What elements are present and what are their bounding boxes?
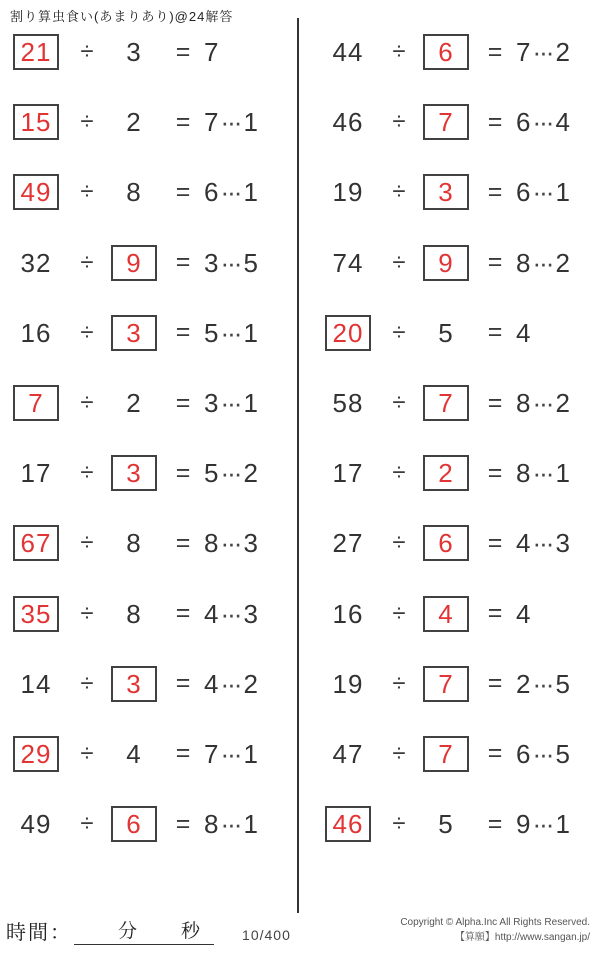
- dividend-value: 16: [20, 317, 52, 348]
- divide-sign: ÷: [80, 38, 94, 66]
- remainder-value: 1: [243, 107, 259, 138]
- remainder-value: 3: [243, 528, 259, 559]
- equals-sign: =: [487, 107, 503, 136]
- time-label: 時間：: [6, 922, 72, 944]
- result: [516, 809, 571, 840]
- problems-column-right: [298, 17, 600, 860]
- divisor-slot: [418, 596, 474, 632]
- problem-row: [316, 579, 600, 649]
- remainder-value: 3: [555, 528, 571, 559]
- result: [516, 598, 532, 629]
- divide-sign: ÷: [392, 810, 406, 838]
- divide-sign: ÷: [392, 178, 406, 206]
- divisor-slot: [418, 385, 474, 421]
- quotient-value: 8: [204, 809, 220, 840]
- dividend-answer-box: 49: [13, 174, 59, 210]
- result: [204, 598, 259, 629]
- remainder-value: 5: [555, 738, 571, 769]
- quotient-value: 3: [204, 388, 220, 419]
- equals-sign: =: [487, 599, 503, 628]
- remainder-value: 2: [555, 388, 571, 419]
- remainder-value: 1: [243, 809, 259, 840]
- remainder-value: 1: [555, 458, 571, 489]
- quotient-value: 8: [516, 458, 532, 489]
- equals-sign: =: [175, 739, 191, 768]
- dividend-slot: [4, 596, 68, 632]
- dividend-slot: [4, 174, 68, 210]
- divide-sign: ÷: [392, 248, 406, 276]
- time-fill-in-line: [74, 916, 214, 945]
- quotient-value: 8: [516, 247, 532, 278]
- equals-sign: =: [487, 739, 503, 768]
- dividend-answer-box: 67: [13, 525, 59, 561]
- problem-row: [316, 17, 600, 87]
- dividend-slot: [316, 315, 380, 351]
- divide-sign: ÷: [80, 318, 94, 346]
- dividend-answer-box: 7: [13, 385, 59, 421]
- divisor-slot: [106, 806, 162, 842]
- quotient-value: 4: [516, 317, 532, 348]
- dividend-slot: [316, 388, 380, 419]
- divisor-value: 5: [438, 809, 454, 840]
- result: [204, 247, 259, 278]
- remainder-dots: ···: [532, 528, 553, 559]
- equals-sign: =: [487, 248, 503, 277]
- remainder-dots: ···: [220, 177, 241, 208]
- divisor-slot: [418, 317, 474, 348]
- result: [204, 528, 259, 559]
- dividend-slot: [4, 385, 68, 421]
- remainder-dots: ···: [532, 388, 553, 419]
- equals-sign: =: [487, 318, 503, 347]
- remainder-value: 1: [243, 738, 259, 769]
- equals-sign: =: [175, 318, 191, 347]
- dividend-value: 32: [20, 247, 52, 278]
- divisor-value: 2: [126, 107, 142, 138]
- problems-area: [0, 17, 600, 860]
- equals-sign: =: [175, 388, 191, 417]
- remainder-dots: ···: [220, 388, 241, 419]
- remainder-dots: ···: [220, 598, 241, 629]
- divide-sign: ÷: [392, 389, 406, 417]
- quotient-value: 8: [516, 388, 532, 419]
- dividend-value: 17: [332, 458, 364, 489]
- divisor-value: 8: [126, 177, 142, 208]
- divisor-slot: [418, 455, 474, 491]
- problem-row: [4, 579, 298, 649]
- copyright: [400, 916, 590, 945]
- divisor-value: 8: [126, 528, 142, 559]
- divide-sign: ÷: [392, 108, 406, 136]
- divisor-slot: [418, 245, 474, 281]
- problem-row: [316, 719, 600, 789]
- remainder-dots: ···: [532, 738, 553, 769]
- remainder-dots: ···: [532, 107, 553, 138]
- divisor-value: 2: [126, 388, 142, 419]
- dividend-value: 74: [332, 247, 364, 278]
- remainder-value: 1: [555, 809, 571, 840]
- dividend-slot: [316, 247, 380, 278]
- equals-sign: =: [175, 809, 191, 838]
- problem-row: [4, 87, 298, 157]
- problem-row: [316, 298, 600, 368]
- problem-row: [316, 157, 600, 227]
- result: [204, 37, 220, 68]
- divide-sign: ÷: [392, 459, 406, 487]
- quotient-value: 7: [204, 37, 220, 68]
- page-title: 割り算虫食い(あまりあり)@24解答: [10, 9, 234, 24]
- divisor-value: 5: [438, 317, 454, 348]
- divide-sign: ÷: [80, 108, 94, 136]
- result: [516, 458, 571, 489]
- divisor-answer-box: 9: [423, 245, 469, 281]
- result: [516, 388, 571, 419]
- minutes-label: 分: [118, 921, 138, 942]
- divide-sign: ÷: [392, 529, 406, 557]
- remainder-dots: ···: [220, 528, 241, 559]
- divisor-answer-box: 6: [423, 34, 469, 70]
- divisor-slot: [106, 598, 162, 629]
- dividend-value: 19: [332, 668, 364, 699]
- remainder-value: 1: [243, 388, 259, 419]
- remainder-value: 2: [243, 668, 259, 699]
- divisor-slot: [106, 315, 162, 351]
- remainder-dots: ···: [532, 177, 553, 208]
- divisor-slot: [106, 388, 162, 419]
- equals-sign: =: [487, 388, 503, 417]
- dividend-slot: [316, 37, 380, 68]
- divisor-slot: [106, 177, 162, 208]
- divisor-slot: [418, 666, 474, 702]
- problem-row: [4, 438, 298, 508]
- result: [516, 317, 532, 348]
- dividend-slot: [316, 528, 380, 559]
- quotient-value: 6: [204, 177, 220, 208]
- quotient-value: 4: [204, 668, 220, 699]
- equals-sign: =: [487, 809, 503, 838]
- remainder-dots: ···: [220, 247, 241, 278]
- dividend-value: 47: [332, 738, 364, 769]
- remainder-dots: ···: [220, 317, 241, 348]
- dividend-value: 58: [332, 388, 364, 419]
- equals-sign: =: [487, 458, 503, 487]
- copyright-line1: Copyright © Alpha.Inc All Rights Reserved.: [400, 917, 590, 928]
- dividend-slot: [316, 598, 380, 629]
- dividend-value: 44: [332, 37, 364, 68]
- result: [204, 809, 259, 840]
- divide-sign: ÷: [392, 599, 406, 627]
- quotient-value: 4: [516, 598, 532, 629]
- problem-row: [4, 368, 298, 438]
- divide-sign: ÷: [392, 318, 406, 346]
- remainder-value: 5: [243, 247, 259, 278]
- footer: [0, 916, 600, 947]
- remainder-value: 2: [555, 247, 571, 278]
- divisor-answer-box: 7: [423, 666, 469, 702]
- problem-row: [316, 438, 600, 508]
- dividend-value: 19: [332, 177, 364, 208]
- divisor-value: 3: [126, 37, 142, 68]
- remainder-value: 5: [555, 668, 571, 699]
- problem-row: [316, 228, 600, 298]
- dividend-value: 46: [332, 107, 364, 138]
- dividend-slot: [4, 458, 68, 489]
- problem-row: [4, 719, 298, 789]
- equals-sign: =: [487, 669, 503, 698]
- divisor-answer-box: 3: [111, 315, 157, 351]
- remainder-value: 4: [555, 107, 571, 138]
- divisor-slot: [106, 245, 162, 281]
- remainder-dots: ···: [220, 668, 241, 699]
- result: [516, 738, 571, 769]
- result: [204, 458, 259, 489]
- problem-row: [316, 789, 600, 859]
- divisor-slot: [106, 666, 162, 702]
- dividend-answer-box: 35: [13, 596, 59, 632]
- divisor-answer-box: 3: [111, 666, 157, 702]
- problem-row: [316, 649, 600, 719]
- equals-sign: =: [487, 37, 503, 66]
- dividend-answer-box: 46: [325, 806, 371, 842]
- result: [516, 177, 571, 208]
- quotient-value: 2: [516, 668, 532, 699]
- remainder-dots: ···: [220, 458, 241, 489]
- problem-row: [4, 228, 298, 298]
- remainder-dots: ···: [532, 809, 553, 840]
- divide-sign: ÷: [392, 739, 406, 767]
- equals-sign: =: [175, 37, 191, 66]
- quotient-value: 7: [516, 37, 532, 68]
- remainder-dots: ···: [532, 668, 553, 699]
- result: [516, 37, 571, 68]
- dividend-value: 14: [20, 668, 52, 699]
- divisor-slot: [418, 809, 474, 840]
- equals-sign: =: [487, 177, 503, 206]
- problem-row: [4, 789, 298, 859]
- divisor-slot: [106, 528, 162, 559]
- time-section: [6, 916, 291, 945]
- quotient-value: 6: [516, 177, 532, 208]
- divisor-answer-box: 9: [111, 245, 157, 281]
- result: [516, 107, 571, 138]
- dividend-slot: [4, 247, 68, 278]
- divide-sign: ÷: [80, 459, 94, 487]
- divisor-answer-box: 3: [111, 455, 157, 491]
- divisor-answer-box: 2: [423, 455, 469, 491]
- divisor-slot: [418, 174, 474, 210]
- dividend-answer-box: 15: [13, 104, 59, 140]
- remainder-dots: ···: [220, 809, 241, 840]
- divide-sign: ÷: [80, 529, 94, 557]
- result: [204, 107, 259, 138]
- dividend-slot: [316, 806, 380, 842]
- dividend-slot: [316, 177, 380, 208]
- dividend-answer-box: 21: [13, 34, 59, 70]
- dividend-slot: [4, 525, 68, 561]
- remainder-value: 1: [243, 177, 259, 208]
- divisor-slot: [106, 455, 162, 491]
- divide-sign: ÷: [80, 669, 94, 697]
- remainder-value: 2: [555, 37, 571, 68]
- divide-sign: ÷: [392, 669, 406, 697]
- result: [204, 668, 259, 699]
- divisor-value: 8: [126, 598, 142, 629]
- dividend-slot: [4, 809, 68, 840]
- remainder-value: 1: [243, 317, 259, 348]
- divide-sign: ÷: [392, 38, 406, 66]
- divisor-slot: [418, 525, 474, 561]
- remainder-dots: ···: [532, 247, 553, 278]
- remainder-value: 3: [243, 598, 259, 629]
- dividend-slot: [4, 34, 68, 70]
- remainder-dots: ···: [532, 37, 553, 68]
- problem-row: [4, 157, 298, 227]
- divisor-slot: [418, 736, 474, 772]
- dividend-value: 16: [332, 598, 364, 629]
- equals-sign: =: [175, 458, 191, 487]
- page-indicator: 10/400: [242, 927, 291, 943]
- dividend-value: 17: [20, 458, 52, 489]
- dividend-value: 27: [332, 528, 364, 559]
- result: [516, 668, 571, 699]
- problem-row: [316, 368, 600, 438]
- divide-sign: ÷: [80, 178, 94, 206]
- quotient-value: 4: [516, 528, 532, 559]
- quotient-value: 5: [204, 458, 220, 489]
- divisor-slot: [106, 37, 162, 68]
- result: [516, 247, 571, 278]
- seconds-label: 秒: [181, 921, 201, 942]
- dividend-slot: [316, 668, 380, 699]
- remainder-value: 2: [243, 458, 259, 489]
- quotient-value: 6: [516, 107, 532, 138]
- divide-sign: ÷: [80, 248, 94, 276]
- divisor-answer-box: 3: [423, 174, 469, 210]
- divisor-slot: [106, 738, 162, 769]
- dividend-slot: [4, 104, 68, 140]
- divisor-slot: [418, 104, 474, 140]
- divisor-answer-box: 4: [423, 596, 469, 632]
- problem-row: [316, 87, 600, 157]
- dividend-slot: [4, 668, 68, 699]
- divide-sign: ÷: [80, 599, 94, 627]
- divisor-slot: [418, 34, 474, 70]
- quotient-value: 6: [516, 738, 532, 769]
- equals-sign: =: [175, 177, 191, 206]
- equals-sign: =: [175, 669, 191, 698]
- result: [516, 528, 571, 559]
- dividend-slot: [316, 107, 380, 138]
- result: [204, 738, 259, 769]
- divisor-answer-box: 6: [423, 525, 469, 561]
- dividend-slot: [4, 736, 68, 772]
- equals-sign: =: [487, 528, 503, 557]
- equals-sign: =: [175, 107, 191, 136]
- remainder-dots: ···: [220, 738, 241, 769]
- divisor-answer-box: 7: [423, 104, 469, 140]
- divisor-answer-box: 7: [423, 736, 469, 772]
- divide-sign: ÷: [80, 810, 94, 838]
- problem-row: [4, 17, 298, 87]
- divisor-slot: [106, 107, 162, 138]
- copyright-line2: 【算願】http://www.sangan.jp/: [454, 931, 590, 943]
- dividend-answer-box: 20: [325, 315, 371, 351]
- dividend-slot: [316, 738, 380, 769]
- divisor-answer-box: 6: [111, 806, 157, 842]
- quotient-value: 9: [516, 809, 532, 840]
- remainder-dots: ···: [220, 107, 241, 138]
- remainder-value: 1: [555, 177, 571, 208]
- equals-sign: =: [175, 248, 191, 277]
- remainder-dots: ···: [532, 458, 553, 489]
- column-divider-line: [297, 18, 299, 913]
- quotient-value: 7: [204, 107, 220, 138]
- problem-row: [4, 298, 298, 368]
- equals-sign: =: [175, 528, 191, 557]
- result: [204, 317, 259, 348]
- dividend-slot: [316, 458, 380, 489]
- quotient-value: 3: [204, 247, 220, 278]
- problem-row: [316, 508, 600, 578]
- problems-column-left: [0, 17, 298, 860]
- dividend-answer-box: 29: [13, 736, 59, 772]
- quotient-value: 4: [204, 598, 220, 629]
- result: [204, 177, 259, 208]
- quotient-value: 7: [204, 738, 220, 769]
- divisor-answer-box: 7: [423, 385, 469, 421]
- dividend-value: 49: [20, 809, 52, 840]
- divide-sign: ÷: [80, 739, 94, 767]
- equals-sign: =: [175, 599, 191, 628]
- dividend-slot: [4, 317, 68, 348]
- quotient-value: 5: [204, 317, 220, 348]
- divisor-value: 4: [126, 738, 142, 769]
- problem-row: [4, 649, 298, 719]
- problem-row: [4, 508, 298, 578]
- quotient-value: 8: [204, 528, 220, 559]
- divide-sign: ÷: [80, 389, 94, 417]
- result: [204, 388, 259, 419]
